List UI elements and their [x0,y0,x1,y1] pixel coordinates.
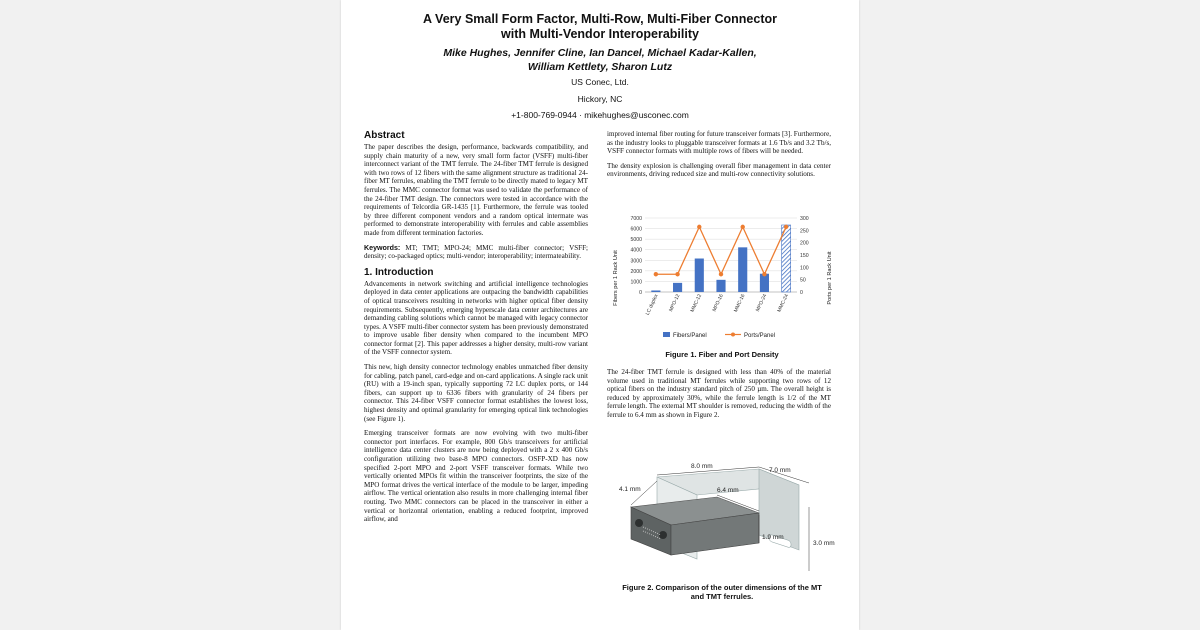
dim-7-0: 7.0 mm [769,467,791,474]
legend-ports-label: Ports/Panel [744,333,776,339]
intro-paragraph-3: Emerging transceiver formats are now evolving with two multi-fiber connector port interfaces. For example, 800 Gb/s transceivers for artificial intelligence data center clusters are now being deployed with a 2 x 400 Gb/s configuration utilizing two base-8 MPO connectors. OSFP-XD has now specified 2-port MPO and 2-port VSFF transceiver formats. While two vertically oriented MPOs fit within the transceiver footprints, the size of the MPO format drives the vertical interface of the module to be larger, impeding airflow. The vertical orientation also results in more challenging internal fiber routing. Two MMC connectors can be placed in the transceiver in either a vertical or horizontal orientation, enabling a reduced footprint, improved airflow, and [364,429,588,524]
ports-line [656,227,786,274]
right-tick-label: 0 [800,290,803,296]
chart-bars [651,225,790,292]
ports-point-6 [784,225,788,229]
dim-3-0: 3.0 mm [813,540,835,547]
paper-title [341,12,859,42]
intro-heading: 1. Introduction [364,266,434,278]
title-line-2: with Multi-Vendor Interoperability [501,27,699,41]
left-tick-label: 6000 [630,226,642,233]
category-label: MMC-24 [776,293,790,314]
dim-4-1: 4.1 mm [619,486,641,493]
author-list [341,46,859,74]
right-axis-label: Ports per 1 Rack Unit [827,251,833,305]
left-tick-label: 7000 [630,216,642,222]
right-tick-label: 300 [800,216,809,222]
right-paragraph-3: The 24-fiber TMT ferrule is designed with less than 40% of the material volume used in traditional MT ferrules while supporting two rows of 12 optical fibers on the industry standard pitch of 250 µm. The overall height is reduced by approximately 30%, while the ferrule length is 1/2 of the MT ferrule length. The external MT shoulder is removed, reducing the width of the ferrule to 6.4 mm as shown in Figure 2. [607,368,831,419]
bar-mmc-16 [738,247,747,292]
bar-mmc-12 [695,259,704,292]
category-label: MPO-16 [711,293,725,313]
chart-legend [663,332,775,339]
authors-line-1: Mike Hughes, Jennifer Cline, Ian Dancel, Michael Kadar-Kallen, [443,47,757,59]
category-label: MMC-12 [689,293,704,314]
figure-1-caption: Figure 1. Fiber and Port Density [665,350,779,359]
bar-mpo-12 [673,283,682,292]
left-axis-ticks [630,216,642,296]
city: Hickory, NC [577,94,623,104]
bar-lc-duplex [651,290,660,292]
left-tick-label: 4000 [630,247,642,254]
right-tick-label: 100 [800,265,809,272]
intro-paragraph-2: This new, high density connector technology enables unmatched fiber density for cabling, patch panel, card-edge and on-card applications. A single rack unit (RU) with a 19-inch span, typically supporting 72 LC duplex ports, or 144 fibers, can support up to 6336 fibers with granularity of 24 fibers per connector. This 24-fiber VSFF connector format establishes the lowest loss, highest density and optimal granularity for emerging optical link technologies (see Figure 1). [364,363,588,423]
category-label: MPO-24 [754,293,769,313]
left-tick-label: 1000 [630,279,642,286]
dim-1-9: 1.9 mm [762,534,784,541]
chart-line [654,225,789,277]
ports-point-0 [654,272,658,276]
legend-fibers-label: Fibers/Panel [673,333,707,339]
left-tick-label: 0 [639,290,642,296]
left-tick-label: 5000 [630,237,642,244]
right-tick-label: 250 [800,228,809,235]
right-axis-ticks [800,216,809,296]
authors-line-2: William Kettlety, Sharon Lutz [527,61,673,73]
right-tick-label: 150 [800,253,809,259]
abstract-text: The paper describes the design, performance, backwards compatibility, and supply chain maturity of a new, very small form factor (VSFF) multi-fiber interconnect variant of the TMT ferrule. The 24-fiber TMT ferrule is designed with two rows of 12 fibers with the same alignment structure as traditional 24-fiber MT ferrules, enabling the TMT ferrule to be directly mated to legacy MT ferrules. The MMC connector format was used to validate the performance of the 24-fiber TMT design. The connectors were tested in accordance with the requirements of Telcordia GR-1435 [1]. Furthermore, the ferrule was tooled by three different component vendors and a random optical intermate was performed to demonstrate interoperability with ferrules and cable assemblies made from different termination factories. [364,143,588,237]
keywords-text: MT; TMT; MPO-24; MMC multi-fiber connector; VSFF; density; co-packaged optics; multi-vendor; interoperability; intermateability. [364,243,589,261]
figure-1-chart [607,212,837,344]
legend-bar-swatch [663,332,670,337]
category-label: MPO-12 [668,293,682,313]
left-tick-label: 3000 [630,258,642,265]
figure-2-caption-line-1: Figure 2. Comparison of the outer dimensions of the MT [622,583,822,592]
keywords [364,244,588,261]
left-column [364,130,588,530]
category-labels [645,293,790,316]
bar-mpo-16 [716,280,725,292]
ports-point-1 [675,272,679,276]
right-tick-label: 50 [800,277,806,284]
figure-2-ferrule-drawing [609,455,837,573]
ports-point-2 [697,225,701,229]
right-paragraph-2: The density explosion is challenging overall fiber management in data center environments, driving reduced size and multi-row connectivity solutions. [607,161,831,179]
dim-8-0: 8.0 mm [691,463,713,470]
dim-6-4: 6.4 mm [717,487,739,494]
ports-point-3 [719,272,723,276]
intro-paragraph-1: Advancements in network switching and artificial intelligence technologies deployed in data center applications are outpacing the bandwidth capabilities of optical transceivers resulting in networks with higher optical fiber density requirements. Subsequently, emerging hyperscale data center architectures are demanding cabling solutions which cannot be managed with legacy connector types. A VSFF multi-fiber connector system has been previously demonstrated to improve usable fiber density when compared to the incumbent MPO connector format [2]. This paper addresses a higher density, multi-row variant of the VSFF connector system. [364,279,588,357]
right-tick-label: 200 [800,240,809,247]
figure-2-caption [607,583,837,601]
right-column-mid [607,368,831,426]
title-line-1: A Very Small Form Factor, Multi-Row, Multi-Fiber Connector [423,12,777,26]
right-paragraph-1: improved internal fiber routing for future transceiver formats [3]. Furthermore, as the industry looks to pluggable transceiver formats at 1.6 Tb/s and 3.2 Tb/s, VSFF connector formats with multiple rows of fibers will be needed. [607,130,831,156]
ports-point-5 [762,272,766,276]
category-label: MMC-16 [732,293,747,314]
legend-line-marker [731,333,735,337]
left-axis-label: Fibers per 1 Rack Unit [613,250,619,306]
guide-hole-right-icon [659,531,667,539]
right-column-top [607,130,831,185]
left-tick-label: 2000 [630,268,642,275]
paper-page [341,0,859,630]
ports-point-4 [741,225,745,229]
keywords-label: Keywords: [364,243,401,252]
contact-info: +1-800-769-0944 · mikehughes@usconec.com [511,110,689,120]
bar-mpo-24 [760,274,769,292]
abstract-heading: Abstract [364,130,405,141]
figure-2-caption-line-2: and TMT ferrules. [690,592,754,601]
guide-hole-left-icon [635,519,643,527]
category-label: LC duplex [644,293,660,317]
company: US Conec, Ltd. [571,77,629,87]
